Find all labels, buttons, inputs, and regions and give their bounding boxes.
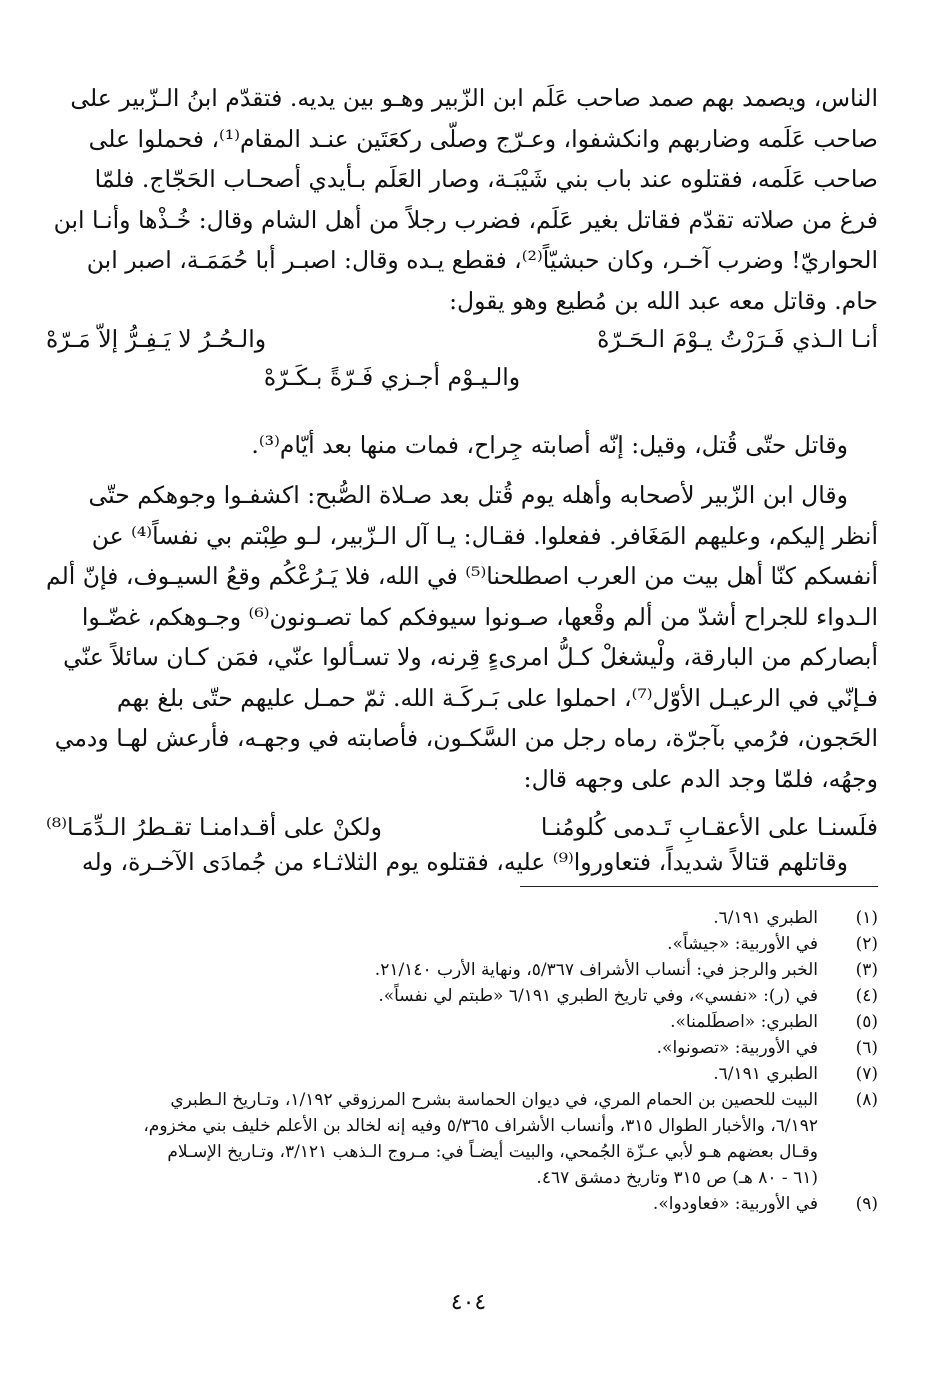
- footnote: [46, 1061, 878, 1087]
- text-line: أبصاركم من البارقة، ولْيشغلْ كـلُّ امرىءٍ قِرنه، ولا تسـألوا عنّي، فمَن كـان سائلاً عنّي: [63, 643, 878, 671]
- footnote-line: في الأوربية: «تصونوا».: [656, 1038, 818, 1058]
- footnote-line: في الأوربية: «فعاودوا».: [652, 1194, 818, 1214]
- footnote-line: الخبر والرجز في: أنساب الأشراف ٥/٣٦٧، ونهاية الأرب ٢١/١٤٠.: [374, 960, 818, 980]
- text-line: صاحب عَلَمه، فقتلوه عند باب بني شَيْبَـة، وصار العَلَم بـأيدي أصحـاب الحَجّاج. فلمّا: [94, 165, 878, 193]
- footnote-line: الطبري ٦/١٩١.: [713, 908, 818, 928]
- footnote: [46, 905, 878, 931]
- footnote-text: [46, 1009, 818, 1035]
- footnote-number: (٦): [855, 1038, 878, 1058]
- main-text-middle: [46, 475, 878, 799]
- footnote: [46, 1035, 878, 1061]
- footnote-text: [46, 957, 818, 983]
- page-number: ٤٠٤: [450, 1290, 487, 1315]
- text-line: صاحب عَلَمه وضاربهم وانكشفوا، وعـرّج وصلّى ركعَتَين عنـد المقام⁽¹⁾، فحملوا على: [88, 124, 878, 153]
- footnote-line: في الأوربية: «جيشاً».: [667, 934, 818, 954]
- verse-two-row: [46, 808, 878, 846]
- footnote-line: الطبري ٦/١٩١.: [713, 1064, 818, 1084]
- footnote-number: (٩): [855, 1194, 878, 1214]
- text-line: الحَجون، فرُمي بآجرّة، رماه رجل من السَّكـون، فأصابته في وجهـه، فأرعش لهـا ودمي: [54, 724, 878, 752]
- verse-one: [46, 320, 878, 396]
- footnote-text: [46, 983, 818, 1009]
- footnote-number: (١): [855, 908, 878, 928]
- last-body-line: [46, 842, 878, 883]
- text-line: الحواريّ! وضرب آخـر، وكان حبشيّاً⁽²⁾، فقطع يـده وقال: اصبـر أبا حُمَمَـة، اصبر ابن: [86, 246, 878, 274]
- verse-two: [46, 808, 878, 846]
- footnote: [46, 957, 878, 983]
- text-line: فـإنّي في الرعيـل الأوّل⁽⁷⁾، احملوا على بَـركَـة الله. ثمّ حمـل عليهم حتّى بلغ بهم: [116, 683, 878, 712]
- footnote: [46, 1009, 878, 1035]
- footnote: [46, 1087, 878, 1191]
- footnote-line: وقـال بعضهم هـو لأبي عـزّة الجُمحي، والبيت أيضـاً في: مـروج الـذهب ٣/١٢١، وتـاريخ الإسـلام: [167, 1142, 818, 1162]
- footnote-separator: [520, 886, 878, 887]
- text-line: وقال ابن الزّبير لأصحابه وأهله يوم قُتل بعد صـلاة الصُّبح: اكشفـوا وجوهكم حتّى: [88, 481, 848, 509]
- footnote-number: (٤): [855, 986, 878, 1006]
- text-line: حام. وقاتل معه عبد الله بن مُطيع وهو يقول:: [449, 286, 878, 315]
- footnote-line: البيت للحصين بن الحمام المري، في ديوان الحماسة بشرح المرزوقي ١/١٩٢، وتـاريخ الـطبري: [170, 1090, 818, 1110]
- footnote-number: (٧): [855, 1064, 878, 1084]
- footnote-text: [46, 1061, 818, 1087]
- footnote-number: (٣): [855, 960, 878, 980]
- verse-one-third: والـيـوْم أجـزي فَـرّةً بـكَـرّهْ: [263, 363, 521, 391]
- text-line: فرغ من صلاته تقدّم فقاتل بغير عَلَم، فضرب رجلاً من أهل الشام وقال: خُـذْها وأنـا ابن: [53, 205, 878, 234]
- verse-two-first-half: فلَسنـا على الأعقـابِ تَـدمى كُلومُنـا: [540, 813, 878, 841]
- verse-one-row: [46, 320, 878, 358]
- footnote-line: (٦١ - ٨٠ هـ) ص ٣١٥ وتاريخ دمشق ٤٦٧.: [536, 1168, 818, 1188]
- footnote-text: [46, 1191, 818, 1217]
- footnote-number: (٨): [855, 1090, 878, 1110]
- text-line: أنظر إليكم، وعليهم المَغَافر. ففعلوا. فقـال: يـا آل الـزّبير، لـو طِبْتم بي نفساً⁽⁴⁾ عن: [91, 521, 878, 550]
- footnote-line: الطبري: «اصطَلمنا».: [670, 1012, 818, 1032]
- footnote: [46, 931, 878, 957]
- verse-two-second-half: ولكنْ على أقـدامنـا تقـطرُ الـدِّمَـا⁽⁸⁾: [46, 813, 382, 841]
- text-line: الناس، ويصمد بهم صمد صاحب عَلَم ابن الزّبير وهـو بين يديه. فتقدّم ابنُ الـزّبير على: [70, 84, 878, 112]
- footnote-line: في (ر): «نفسي»، وفي تاريخ الطبري ٦/١٩١ «طبتم لي نفساً».: [378, 986, 818, 1006]
- footnote-text: [46, 905, 818, 931]
- footnote-text: [46, 1087, 818, 1191]
- footnote-number: (٥): [855, 1012, 878, 1032]
- footnote-text: [46, 1035, 818, 1061]
- verse-one-first-half: أنـا الـذي فَـرَرْتُ يـوْمَ الـحَـرّهْ: [597, 325, 878, 353]
- footnote-number: (٢): [855, 934, 878, 954]
- after-verse-line: [46, 425, 878, 466]
- text-line: الـدواء للجراح أشدّ من ألم وقْعها، صـونوا سيوفكم كما تصـونون⁽⁶⁾ وجـوهكم، غضّـوا: [81, 602, 878, 631]
- verse-one-second-half: والـحُـرُ لا يَـفِـرُّ إلاّ مَـرّهْ: [46, 325, 267, 353]
- footnote: [46, 983, 878, 1009]
- footnotes: [46, 905, 878, 1217]
- text-line: أنفسكم كنّا أهل بيت من العرب اصطلحنا⁽⁵⁾ في الله، فلا يَـرُعْكُم وقعُ السيـوف، فإنّ ألم: [46, 562, 878, 590]
- text-line: وجهُه، فلمّا وجد الدم على وجهه قال:: [523, 764, 878, 793]
- main-text-top: [46, 78, 878, 321]
- footnote-line: ٦/١٩٢، والأخبار الطوال ٣١٥، وأنساب الأشراف ٥/٣٦٥ وفيه إنه لخالد بن الأعلم خليف بني مخزوم،: [143, 1116, 818, 1136]
- footnote-text: [46, 931, 818, 957]
- footnote: [46, 1191, 878, 1217]
- last-line-text: وقاتلهم قتالاً شديداً، فتعاوروا⁽⁹⁾ عليه، فقتلوه يوم الثلاثـاء من جُمادَى الآخـرة، وله: [81, 848, 848, 876]
- after-verse-text: وقاتل حتّى قُتل، وقيل: إنّه أصابته جِراح، فمات منها بعد أيّام⁽³⁾.: [251, 431, 848, 459]
